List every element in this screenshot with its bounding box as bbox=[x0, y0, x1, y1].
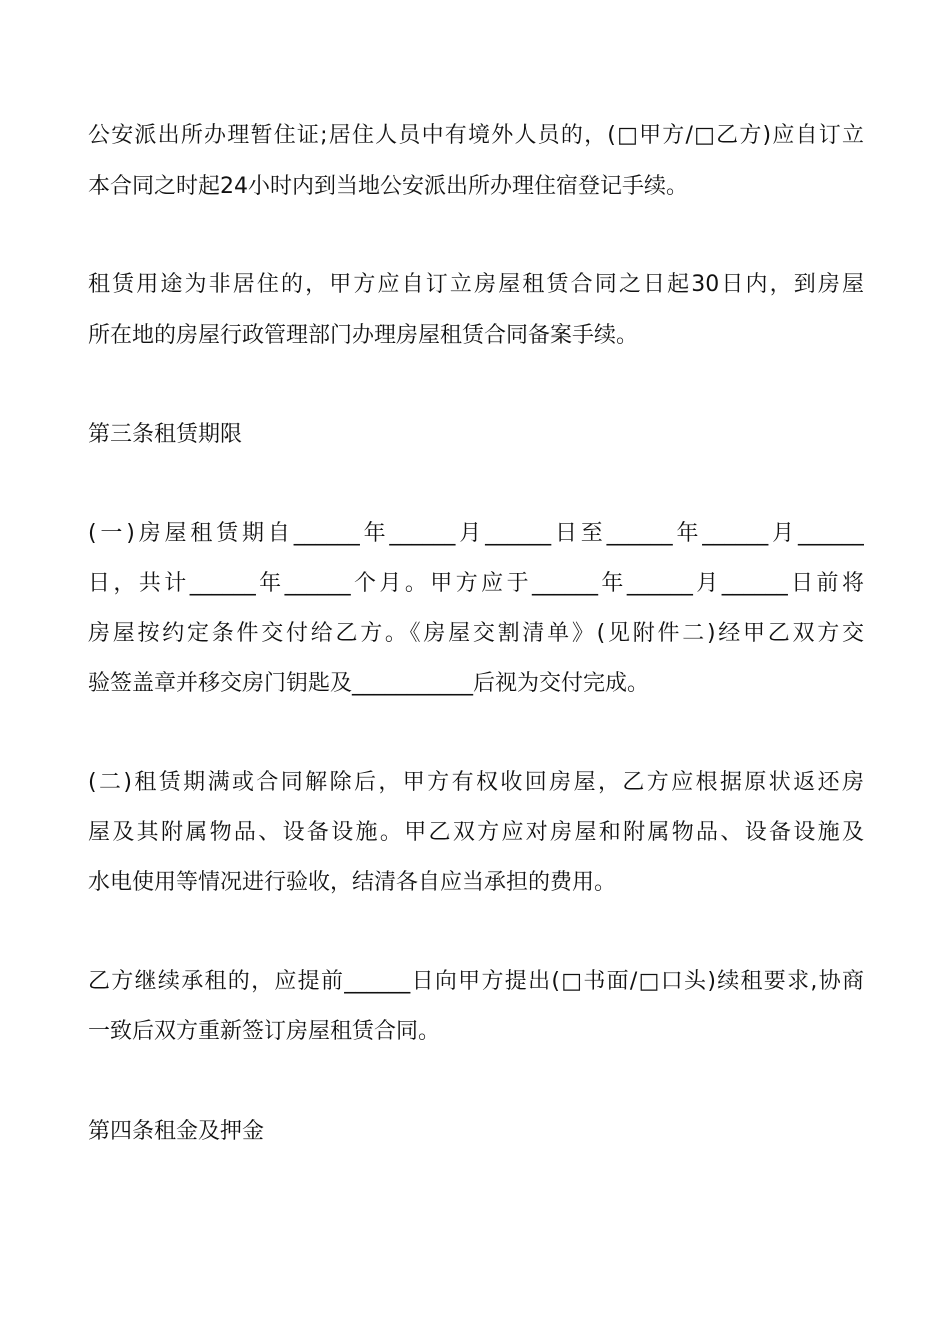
paragraph-4-line-4: 验签盖章并移交房门钥匙及___________后视为交付完成。 bbox=[88, 671, 650, 696]
section-heading-article-4: 第四条租金及押金 bbox=[88, 1119, 265, 1144]
paragraph-2-line-1: 租赁用途为非居住的，甲方应自订立房屋租赁合同之日起30日内，到房屋 bbox=[88, 272, 864, 297]
paragraph-4-line-1: (一)房屋租赁期自______年______月______日至______年______月______ bbox=[88, 521, 864, 546]
paragraph-5-line-1: (二)租赁期满或合同解除后，甲方有权收回房屋，乙方应根据原状返还房 bbox=[88, 770, 864, 795]
paragraph-5-line-3: 水电使用等情况进行验收，结清各自应当承担的费用。 bbox=[88, 870, 617, 895]
paragraph-1-line-1: 公安派出所办理暂住证;居住人员中有境外人员的，(□甲方/□乙方)应自订立 bbox=[88, 123, 864, 148]
paragraph-6-line-2: 一致后双方重新签订房屋租赁合同。 bbox=[88, 1019, 441, 1044]
section-heading-article-3: 第三条租赁期限 bbox=[88, 422, 243, 447]
paragraph-4-line-3: 房屋按约定条件交付给乙方。《房屋交割清单》(见附件二)经甲乙双方交 bbox=[88, 621, 864, 646]
paragraph-6-line-1: 乙方继续承租的，应提前______日向甲方提出(□书面/□口头)续租要求,协商 bbox=[88, 969, 864, 994]
paragraph-1-line-2: 本合同之时起24小时内到当地公安派出所办理住宿登记手续。 bbox=[88, 174, 688, 199]
paragraph-5-line-2: 屋及其附属物品、设备设施。甲乙双方应对房屋和附属物品、设备设施及 bbox=[88, 820, 864, 845]
paragraph-4-line-2: 日，共计______年______个月。甲方应于______年______月______日前将 bbox=[88, 571, 864, 596]
paragraph-2-line-2: 所在地的房屋行政管理部门办理房屋租赁合同备案手续。 bbox=[88, 323, 639, 348]
